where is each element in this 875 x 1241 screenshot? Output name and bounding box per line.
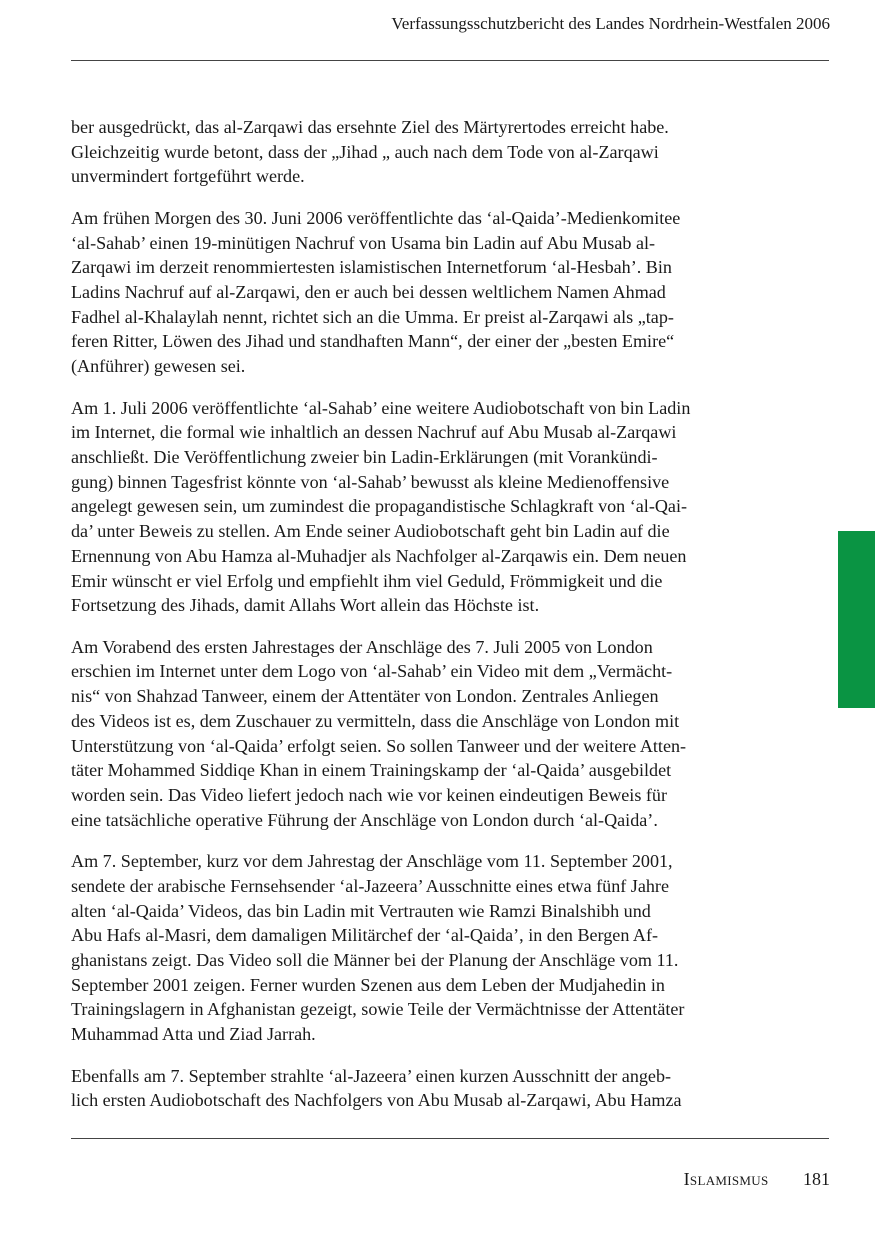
text-line: Am 1. Juli 2006 veröffentlichte ‘al-Sahab’ eine weitere Audiobotschaft von bin Ladin: [71, 397, 691, 418]
text-line: Am frühen Morgen des 30. Juni 2006 veröffentlichte das ‘al-Qaida’-Medienkomitee: [71, 207, 681, 228]
text-line: erschien im Internet unter dem Logo von ‘al-Sahab’ ein Video mit dem „Vermächt-: [71, 661, 673, 682]
text-line: Abu Hafs al-Masri, dem damaligen Militärchef der ‘al-Qaida’, in den Bergen Af-: [71, 925, 659, 946]
text-line: Fadhel al-Khalaylah nennt, richtet sich an die Umma. Er preist al-Zarqawi als „tap-: [71, 306, 674, 327]
text-line: anschließt. Die Veröffentlichung zweier bin Ladin-Erklärungen (mit Vorankündi-: [71, 447, 658, 468]
paragraph-4: [71, 635, 791, 833]
text-line: Muhammad Atta und Ziad Jarrah.: [71, 1024, 316, 1045]
text-line: Fortsetzung des Jihads, damit Allahs Wort allein das Höchste ist.: [71, 595, 540, 616]
text-line: lich ersten Audiobotschaft des Nachfolgers von Abu Musab al-Zarqawi, Abu Hamza: [71, 1090, 682, 1111]
text-line: sendete der arabische Fernsehsender ‘al-Jazeera’ Ausschnitte eines etwa fünf Jahre: [71, 875, 669, 896]
text-line: nis“ von Shahzad Tanweer, einem der Attentäter von London. Zentrales Anliegen: [71, 686, 659, 707]
text-line: im Internet, die formal wie inhaltlich an dessen Nachruf auf Abu Musab al-Zarqawi: [71, 422, 677, 443]
text-line: Unterstützung von ‘al-Qaida’ erfolgt seien. So sollen Tanweer und der weitere Atten-: [71, 735, 687, 756]
page-footer: [684, 1167, 830, 1191]
text-line: worden sein. Das Video liefert jedoch nach wie vor keinen eindeutigen Beweis für: [71, 784, 667, 805]
page-number: 181: [803, 1169, 830, 1189]
body-text: [71, 115, 791, 1130]
text-line: Trainingslagern in Afghanistan gezeigt, sowie Teile der Vermächtnisse der Attentäter: [71, 999, 685, 1020]
running-header: Verfassungsschutzbericht des Landes Nordrhein-Westfalen 2006: [391, 14, 830, 33]
paragraph-2: [71, 206, 791, 379]
paragraph-3: [71, 396, 791, 618]
footer-rule: [71, 1138, 829, 1139]
text-line: ghanistans zeigt. Das Video soll die Männer bei der Planung der Anschläge vom 11.: [71, 949, 679, 970]
text-line: feren Ritter, Löwen des Jihad und standhaften Mann“, der einer der „besten Emire“: [71, 331, 675, 352]
text-line: alten ‘al-Qaida’ Videos, das bin Ladin mit Vertrauten wie Ramzi Binalshibh und: [71, 900, 651, 921]
text-line: unvermindert fortgeführt werde.: [71, 166, 305, 187]
text-line: ‘al-Sahab’ einen 19-minütigen Nachruf von Usama bin Ladin auf Abu Musab al-: [71, 232, 656, 253]
text-line: angelegt gewesen sein, um zumindest die propagandistische Schlagkraft von ‘al-Qai-: [71, 496, 688, 517]
paragraph-1: [71, 115, 791, 189]
text-line: Ebenfalls am 7. September strahlte ‘al-Jazeera’ einen kurzen Ausschnitt der angeb-: [71, 1065, 672, 1086]
text-line: Am 7. September, kurz vor dem Jahrestag der Anschläge vom 11. September 2001,: [71, 851, 673, 872]
text-line: (Anführer) gewesen sei.: [71, 356, 246, 377]
paragraph-6: [71, 1064, 791, 1113]
text-line: gung) binnen Tagesfrist könnte von ‘al-Sahab’ bewusst als kleine Medienoffensive: [71, 471, 670, 492]
text-line: Ladins Nachruf auf al-Zarqawi, den er auch bei dessen weltlichem Namen Ahmad: [71, 282, 666, 303]
text-line: ber ausgedrückt, das al-Zarqawi das ersehnte Ziel des Märtyrertodes erreicht habe.: [71, 117, 669, 137]
footer-section-title: Islamismus: [683, 1169, 769, 1189]
text-line: täter Mohammed Siddiqe Khan in einem Trainingskamp der ‘al-Qaida’ ausgebildet: [71, 760, 672, 781]
text-line: des Videos ist es, dem Zuschauer zu vermitteln, dass die Anschläge von London mit: [71, 710, 680, 731]
text-line: September 2001 zeigen. Ferner wurden Szenen aus dem Leben der Mudjahedin in: [71, 974, 665, 995]
text-line: Gleichzeitig wurde betont, dass der „Jihad „ auch nach dem Tode von al-Zarqawi: [71, 141, 659, 162]
text-line: Zarqawi im derzeit renommiertesten islamistischen Internetforum ‘al-Hesbah’. Bin: [71, 257, 672, 278]
chapter-tab-marker: [838, 531, 875, 708]
text-line: Am Vorabend des ersten Jahrestages der Anschläge des 7. Juli 2005 von London: [71, 636, 653, 657]
text-line: da’ unter Beweis zu stellen. Am Ende seiner Audiobotschaft geht bin Ladin auf die: [71, 521, 670, 542]
header-rule: [71, 60, 829, 61]
paragraph-5: [71, 849, 791, 1047]
text-line: Emir wünscht er viel Erfolg und empfiehlt ihm viel Geduld, Frömmigkeit und die: [71, 570, 663, 591]
text-line: eine tatsächliche operative Führung der Anschläge von London durch ‘al-Qaida’.: [71, 809, 658, 830]
text-line: Ernennung von Abu Hamza al-Muhadjer als Nachfolger al-Zarqawis ein. Dem neuen: [71, 545, 687, 566]
